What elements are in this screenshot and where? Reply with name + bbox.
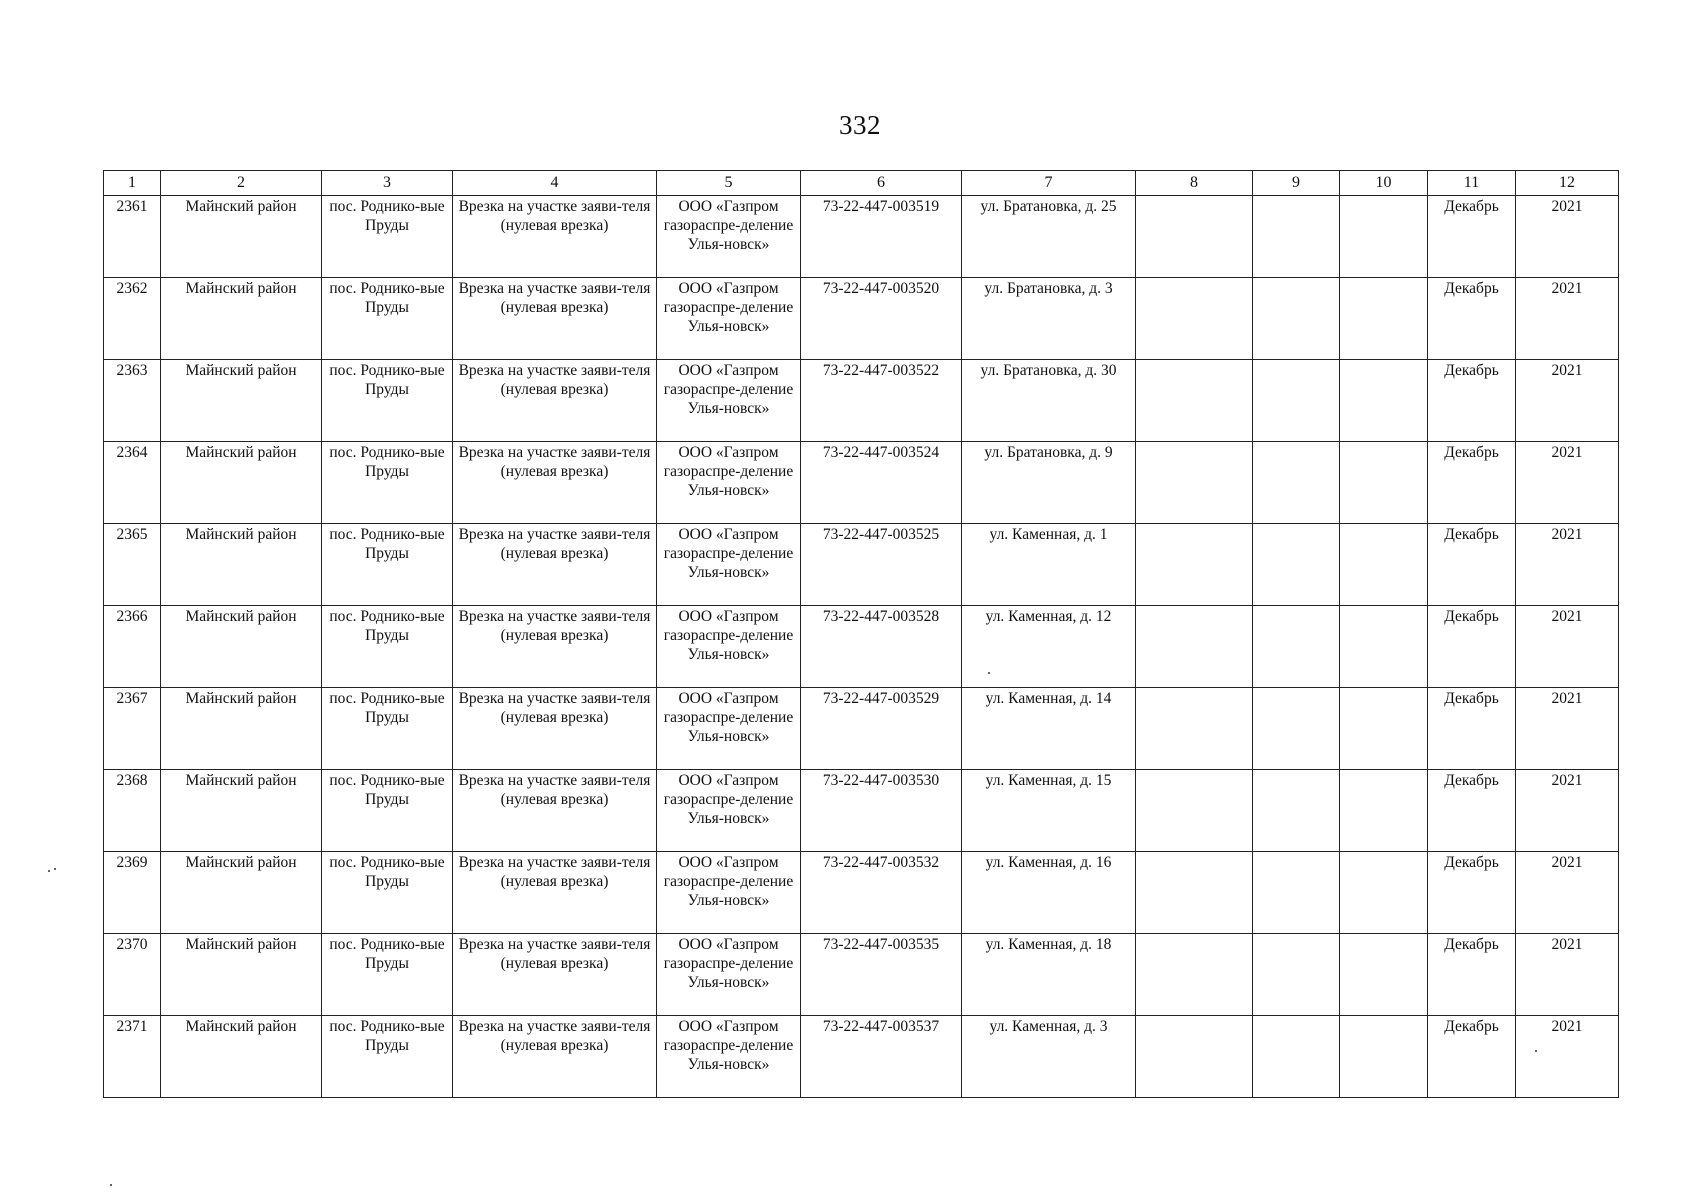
column-header-9: 9 <box>1253 171 1340 196</box>
object-code-cell: 73-22-447-003525 <box>801 524 962 606</box>
work-type-cell: Врезка на участке заяви-теля (нулевая врезка) <box>453 360 657 442</box>
district-cell: Майнский район <box>161 196 322 278</box>
row-number-cell: 2367 <box>104 688 161 770</box>
work-type-cell: Врезка на участке заяви-теля (нулевая врезка) <box>453 606 657 688</box>
address-cell: ул. Каменная, д. 15 <box>962 770 1136 852</box>
column-10-cell <box>1340 524 1428 606</box>
column-header-4: 4 <box>453 171 657 196</box>
object-code-cell: 73-22-447-003519 <box>801 196 962 278</box>
settlement-cell: пос. Роднико-вые Пруды <box>322 770 453 852</box>
organization-cell: ООО «Газпром газораспре-деление Улья-новск» <box>657 1016 801 1098</box>
year-cell: 2021 <box>1516 196 1619 278</box>
column-9-cell <box>1253 606 1340 688</box>
object-code-cell: 73-22-447-003535 <box>801 934 962 1016</box>
settlement-cell: пос. Роднико-вые Пруды <box>322 606 453 688</box>
address-cell: ул. Каменная, д. 16 <box>962 852 1136 934</box>
address-cell: ул. Каменная, д. 12 <box>962 606 1136 688</box>
organization-cell: ООО «Газпром газораспре-деление Улья-новск» <box>657 442 801 524</box>
month-cell: Декабрь <box>1428 1016 1516 1098</box>
table-row <box>104 524 1619 606</box>
settlement-cell: пос. Роднико-вые Пруды <box>322 360 453 442</box>
object-code-cell: 73-22-447-003528 <box>801 606 962 688</box>
column-8-cell <box>1136 934 1253 1016</box>
column-10-cell <box>1340 770 1428 852</box>
district-cell: Майнский район <box>161 1016 322 1098</box>
organization-cell: ООО «Газпром газораспре-деление Улья-новск» <box>657 278 801 360</box>
month-cell: Декабрь <box>1428 606 1516 688</box>
address-cell: ул. Каменная, д. 18 <box>962 934 1136 1016</box>
address-cell: ул. Братановка, д. 30 <box>962 360 1136 442</box>
organization-cell: ООО «Газпром газораспре-деление Улья-новск» <box>657 606 801 688</box>
month-cell: Декабрь <box>1428 442 1516 524</box>
scan-speck <box>54 868 56 870</box>
table-row <box>104 360 1619 442</box>
column-header-6: 6 <box>801 171 962 196</box>
organization-cell: ООО «Газпром газораспре-деление Улья-новск» <box>657 688 801 770</box>
column-header-2: 2 <box>161 171 322 196</box>
table-row <box>104 770 1619 852</box>
column-8-cell <box>1136 1016 1253 1098</box>
column-9-cell <box>1253 1016 1340 1098</box>
table-row <box>104 606 1619 688</box>
scan-speck <box>988 672 990 674</box>
work-type-cell: Врезка на участке заяви-теля (нулевая врезка) <box>453 524 657 606</box>
year-cell: 2021 <box>1516 934 1619 1016</box>
district-cell: Майнский район <box>161 442 322 524</box>
settlement-cell: пос. Роднико-вые Пруды <box>322 688 453 770</box>
organization-cell: ООО «Газпром газораспре-деление Улья-новск» <box>657 852 801 934</box>
column-10-cell <box>1340 606 1428 688</box>
scan-speck <box>48 870 50 872</box>
year-cell: 2021 <box>1516 770 1619 852</box>
year-cell: 2021 <box>1516 1016 1619 1098</box>
column-9-cell <box>1253 278 1340 360</box>
row-number-cell: 2371 <box>104 1016 161 1098</box>
year-cell: 2021 <box>1516 852 1619 934</box>
header-row <box>104 171 1619 196</box>
year-cell: 2021 <box>1516 360 1619 442</box>
table-row <box>104 688 1619 770</box>
district-cell: Майнский район <box>161 606 322 688</box>
settlement-cell: пос. Роднико-вые Пруды <box>322 442 453 524</box>
district-cell: Майнский район <box>161 852 322 934</box>
column-8-cell <box>1136 688 1253 770</box>
year-cell: 2021 <box>1516 606 1619 688</box>
address-cell: ул. Каменная, д. 3 <box>962 1016 1136 1098</box>
district-cell: Майнский район <box>161 934 322 1016</box>
column-9-cell <box>1253 934 1340 1016</box>
column-10-cell <box>1340 852 1428 934</box>
column-8-cell <box>1136 196 1253 278</box>
object-code-cell: 73-22-447-003524 <box>801 442 962 524</box>
column-header-8: 8 <box>1136 171 1253 196</box>
year-cell: 2021 <box>1516 524 1619 606</box>
column-10-cell <box>1340 688 1428 770</box>
row-number-cell: 2364 <box>104 442 161 524</box>
column-9-cell <box>1253 688 1340 770</box>
row-number-cell: 2368 <box>104 770 161 852</box>
address-cell: ул. Братановка, д. 25 <box>962 196 1136 278</box>
year-cell: 2021 <box>1516 278 1619 360</box>
column-9-cell <box>1253 852 1340 934</box>
gas-connection-table <box>103 170 1619 1098</box>
object-code-cell: 73-22-447-003529 <box>801 688 962 770</box>
organization-cell: ООО «Газпром газораспре-деление Улья-новск» <box>657 934 801 1016</box>
address-cell: ул. Братановка, д. 9 <box>962 442 1136 524</box>
month-cell: Декабрь <box>1428 688 1516 770</box>
month-cell: Декабрь <box>1428 524 1516 606</box>
column-8-cell <box>1136 770 1253 852</box>
scan-speck <box>110 1184 112 1186</box>
settlement-cell: пос. Роднико-вые Пруды <box>322 852 453 934</box>
district-cell: Майнский район <box>161 360 322 442</box>
row-number-cell: 2362 <box>104 278 161 360</box>
column-10-cell <box>1340 278 1428 360</box>
year-cell: 2021 <box>1516 688 1619 770</box>
column-header-12: 12 <box>1516 171 1619 196</box>
column-9-cell <box>1253 196 1340 278</box>
column-8-cell <box>1136 852 1253 934</box>
month-cell: Декабрь <box>1428 278 1516 360</box>
month-cell: Декабрь <box>1428 770 1516 852</box>
month-cell: Декабрь <box>1428 360 1516 442</box>
column-8-cell <box>1136 442 1253 524</box>
work-type-cell: Врезка на участке заяви-теля (нулевая врезка) <box>453 1016 657 1098</box>
column-8-cell <box>1136 278 1253 360</box>
column-9-cell <box>1253 770 1340 852</box>
object-code-cell: 73-22-447-003537 <box>801 1016 962 1098</box>
table-row <box>104 196 1619 278</box>
column-header-10: 10 <box>1340 171 1428 196</box>
column-8-cell <box>1136 524 1253 606</box>
table-row <box>104 278 1619 360</box>
address-cell: ул. Братановка, д. 3 <box>962 278 1136 360</box>
table-row <box>104 934 1619 1016</box>
object-code-cell: 73-22-447-003530 <box>801 770 962 852</box>
work-type-cell: Врезка на участке заяви-теля (нулевая врезка) <box>453 442 657 524</box>
row-number-cell: 2361 <box>104 196 161 278</box>
work-type-cell: Врезка на участке заяви-теля (нулевая врезка) <box>453 688 657 770</box>
district-cell: Майнский район <box>161 524 322 606</box>
organization-cell: ООО «Газпром газораспре-деление Улья-новск» <box>657 196 801 278</box>
year-cell: 2021 <box>1516 442 1619 524</box>
settlement-cell: пос. Роднико-вые Пруды <box>322 524 453 606</box>
column-8-cell <box>1136 360 1253 442</box>
row-number-cell: 2365 <box>104 524 161 606</box>
table-header <box>104 171 1619 196</box>
object-code-cell: 73-22-447-003532 <box>801 852 962 934</box>
table-row <box>104 442 1619 524</box>
work-type-cell: Врезка на участке заяви-теля (нулевая врезка) <box>453 934 657 1016</box>
column-9-cell <box>1253 524 1340 606</box>
month-cell: Декабрь <box>1428 196 1516 278</box>
column-10-cell <box>1340 934 1428 1016</box>
table-row <box>104 1016 1619 1098</box>
row-number-cell: 2369 <box>104 852 161 934</box>
column-header-3: 3 <box>322 171 453 196</box>
column-header-5: 5 <box>657 171 801 196</box>
organization-cell: ООО «Газпром газораспре-деление Улья-новск» <box>657 770 801 852</box>
district-cell: Майнский район <box>161 770 322 852</box>
column-header-1: 1 <box>104 171 161 196</box>
column-9-cell <box>1253 442 1340 524</box>
column-9-cell <box>1253 360 1340 442</box>
column-8-cell <box>1136 606 1253 688</box>
object-code-cell: 73-22-447-003522 <box>801 360 962 442</box>
row-number-cell: 2370 <box>104 934 161 1016</box>
column-10-cell <box>1340 1016 1428 1098</box>
work-type-cell: Врезка на участке заяви-теля (нулевая врезка) <box>453 852 657 934</box>
address-cell: ул. Каменная, д. 14 <box>962 688 1136 770</box>
object-code-cell: 73-22-447-003520 <box>801 278 962 360</box>
settlement-cell: пос. Роднико-вые Пруды <box>322 278 453 360</box>
settlement-cell: пос. Роднико-вые Пруды <box>322 934 453 1016</box>
work-type-cell: Врезка на участке заяви-теля (нулевая врезка) <box>453 770 657 852</box>
month-cell: Декабрь <box>1428 852 1516 934</box>
address-cell: ул. Каменная, д. 1 <box>962 524 1136 606</box>
column-header-11: 11 <box>1428 171 1516 196</box>
work-type-cell: Врезка на участке заяви-теля (нулевая врезка) <box>453 196 657 278</box>
settlement-cell: пос. Роднико-вые Пруды <box>322 196 453 278</box>
row-number-cell: 2366 <box>104 606 161 688</box>
settlement-cell: пос. Роднико-вые Пруды <box>322 1016 453 1098</box>
table-body <box>104 196 1619 1098</box>
organization-cell: ООО «Газпром газораспре-деление Улья-новск» <box>657 524 801 606</box>
district-cell: Майнский район <box>161 278 322 360</box>
table-row <box>104 852 1619 934</box>
column-10-cell <box>1340 442 1428 524</box>
row-number-cell: 2363 <box>104 360 161 442</box>
organization-cell: ООО «Газпром газораспре-деление Улья-новск» <box>657 360 801 442</box>
page-number: 332 <box>839 110 881 140</box>
column-10-cell <box>1340 196 1428 278</box>
month-cell: Декабрь <box>1428 934 1516 1016</box>
district-cell: Майнский район <box>161 688 322 770</box>
column-header-7: 7 <box>962 171 1136 196</box>
column-10-cell <box>1340 360 1428 442</box>
work-type-cell: Врезка на участке заяви-теля (нулевая врезка) <box>453 278 657 360</box>
scan-speck <box>1535 1050 1537 1052</box>
